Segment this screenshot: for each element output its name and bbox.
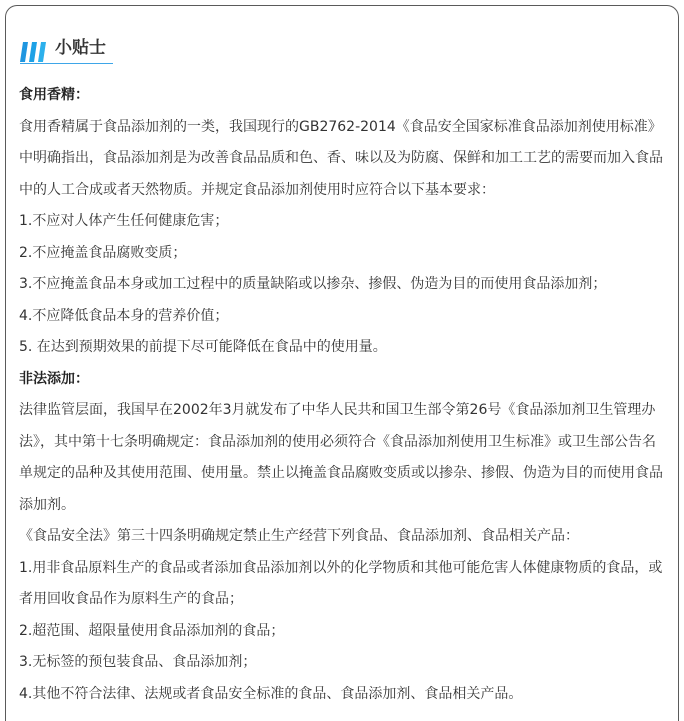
requirement-item: 3.不应掩盖食品本身或加工过程中的质量缺陷或以掺杂、掺假、伪造为目的而使用食品添加剂； <box>19 276 607 292</box>
prohibited-item-continuation: 者用回收食品作为原料生产的食品； <box>19 591 243 607</box>
law-paragraph-line: 法》，其中第十七条明确规定：食品添加剂的使用必须符合《食品添加剂使用卫生标准》或卫生部公告名 <box>19 433 656 450</box>
title-underline <box>20 63 113 64</box>
flavoring-intro-line: 中的人工合成或者天然物质。并规定食品添加剂使用时应符合以下基本要求： <box>19 181 495 198</box>
prohibited-item: 2.超范围、超限量使用食品添加剂的食品； <box>19 622 285 639</box>
food-safety-law-intro: 《食品安全法》第三十四条明确规定禁止生产经营下列食品、食品添加剂、食品相关产品： <box>19 528 579 544</box>
triple-slash-bars-icon <box>20 42 46 62</box>
flavoring-intro-line: 食用香精属于食品添加剂的一类，我国现行的GB2762-2014《食品安全国家标准食品添加剂使用标准》 <box>19 118 662 135</box>
law-paragraph-line: 单规定的品种及其使用范围、使用量。禁止以掩盖食品腐败变质或以掺杂、掺假、伪造为目的而使用食品 <box>19 465 663 481</box>
requirement-item: 2.不应掩盖食品腐败变质； <box>19 244 187 261</box>
tips-card <box>5 5 679 721</box>
requirement-item: 5. 在达到预期效果的前提下尽可能降低在食品中的使用量。 <box>19 339 387 355</box>
prohibited-item: 3.无标签的预包装食品、食品添加剂； <box>19 654 257 670</box>
requirement-item: 4.不应降低食品本身的营养价值； <box>19 307 229 324</box>
prohibited-item: 1.用非食品原料生产的食品或者添加食品添加剂以外的化学物质和其他可能危害人体健康物质的食品，或 <box>19 559 663 576</box>
flavoring-intro-line: 中明确指出，食品添加剂是为改善食品品质和色、香、味以及为防腐、保鲜和加工工艺的需要而加入食品 <box>19 150 663 166</box>
card-title: 小贴士 <box>55 38 106 58</box>
law-paragraph-line: 添加剂。 <box>19 496 75 513</box>
law-paragraph-line: 法律监管层面，我国早在2002年3月就发布了中华人民共和国卫生部令第26号《食品添加剂卫生管理办 <box>19 402 656 418</box>
section-heading-illegal-addition: 非法添加： <box>19 370 89 387</box>
prohibited-item: 4.其他不符合法律、法规或者食品安全标准的食品、食品添加剂、食品相关产品。 <box>19 685 523 702</box>
requirement-item: 1.不应对人体产生任何健康危害； <box>19 213 229 229</box>
section-heading-flavoring: 食用香精： <box>19 87 89 103</box>
tips-content <box>19 80 669 710</box>
